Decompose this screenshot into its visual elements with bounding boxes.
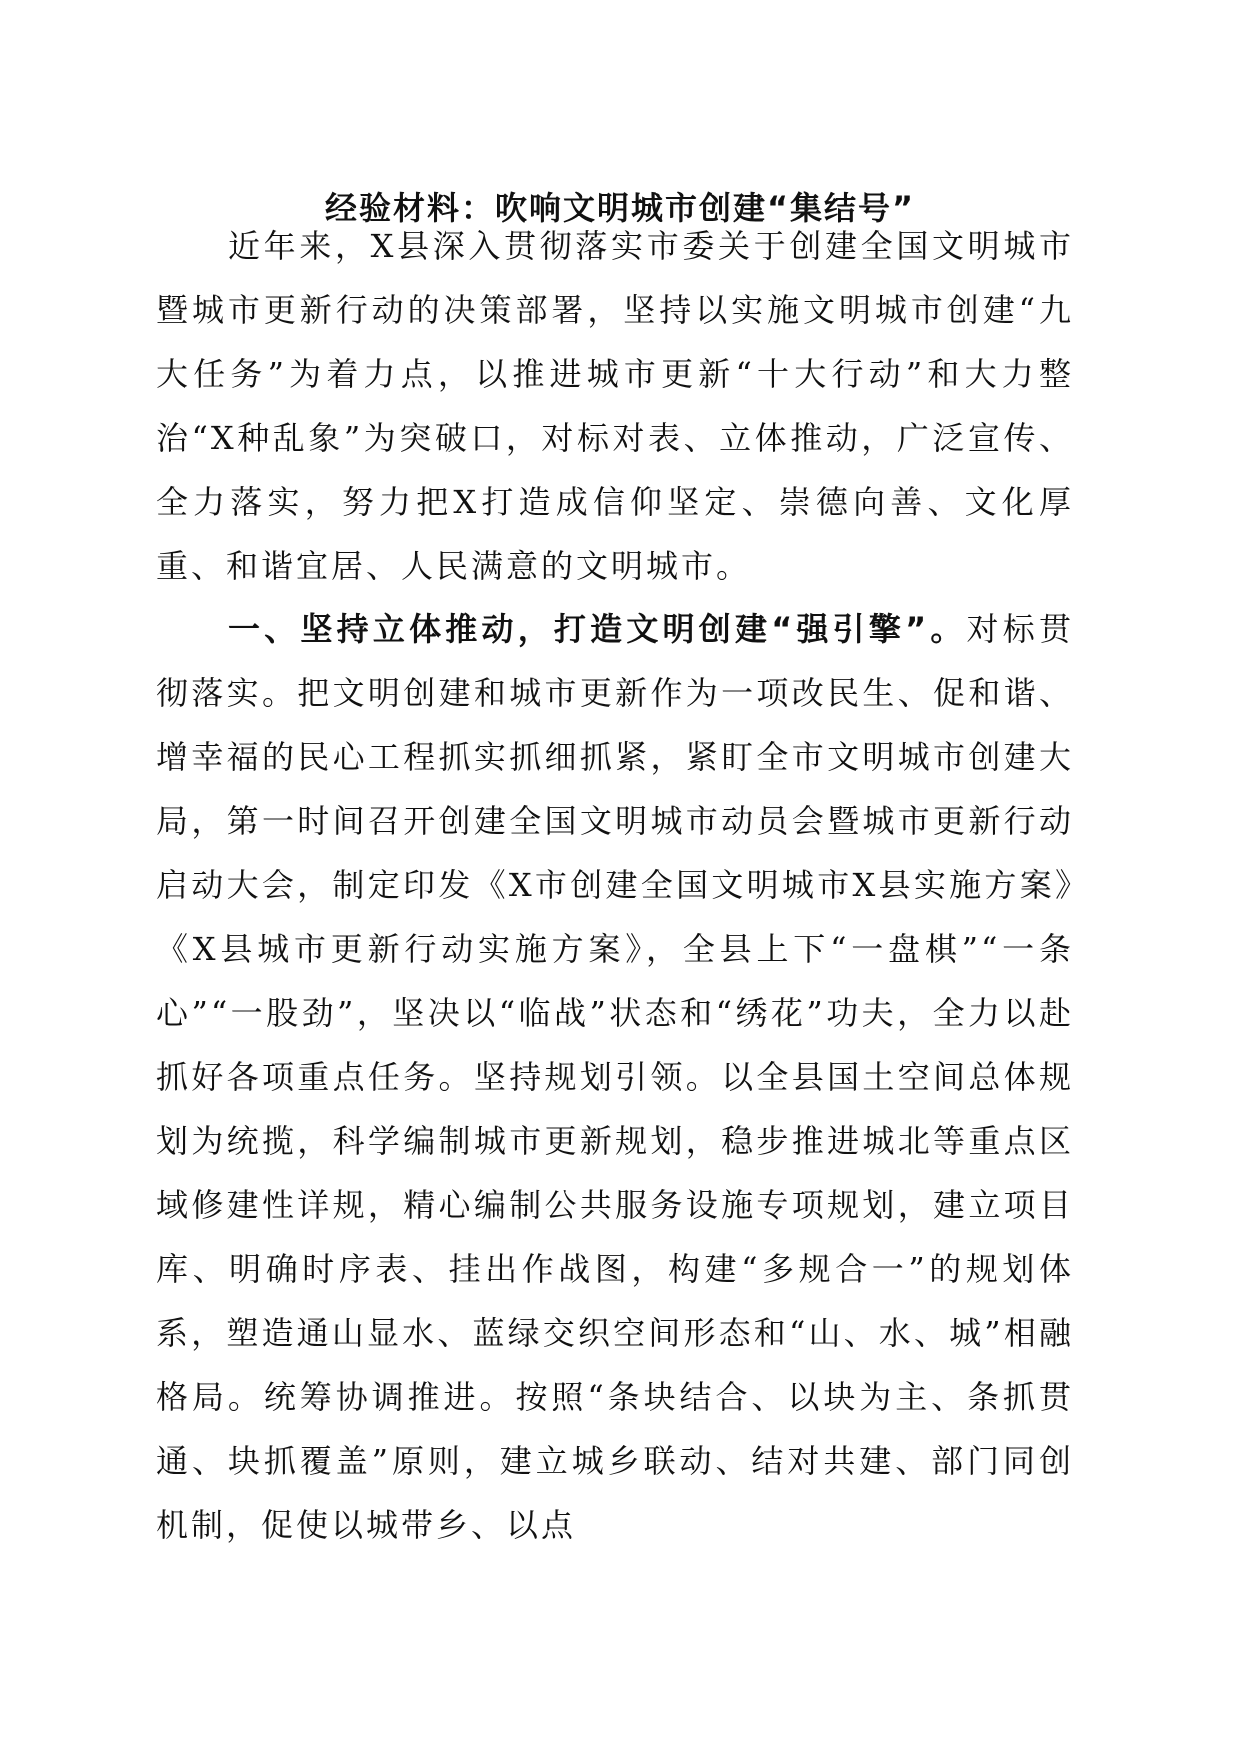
section-1-heading: 一、坚持立体推动，打造文明创建“强引擎”。 xyxy=(228,610,967,648)
intro-paragraph xyxy=(156,214,1074,598)
section-1-body: 对标贯彻落实。把文明创建和城市更新作为一项改民生、促和谐、增幸福的民心工程抓实抓细抓紧，紧盯全市文明城市创建大局，第一时间召开创建全国文明城市动员会暨城市更新行动启动大会，制定印发《X市创建全国文明城市X县实施方案》《X县城市更新行动实施方案》，全县上下“一盘棋”“一条心”“一股劲”，坚决以“临战”状态和“绣花”功夫，全力以赴抓好各项重点任务。坚持规划引领。以全县国土空间总体规划为统揽，科学编制城市更新规划，稳步推进城北等重点区域修建性详规，精心编制公共服务设施专项规划，建立项目库、明确时序表、挂出作战图，构建“多规合一”的规划体系，塑造通山显水、蓝绿交织空间形态和“山、水、城”相融格局。统筹协调推进。按照“条块结合、以块为主、条抓贯通、块抓覆盖”原则，建立城乡联动、结对共建、部门同创机制，促使以城带乡、以点 xyxy=(156,610,1074,1544)
intro-paragraph-text: 近年来，X县深入贯彻落实市委关于创建全国文明城市暨城市更新行动的决策部署，坚持以实施文明城市创建“九大任务”为着力点，以推进城市更新“十大行动”和大力整治“X种乱象”为突破口，对标对表、立体推动，广泛宣传、全力落实，努力把X打造成信仰坚定、崇德向善、文化厚重、和谐宜居、人民满意的文明城市。 xyxy=(156,227,1074,585)
document-title: 经验材料：吹响文明城市创建“集结号” xyxy=(324,189,916,227)
section-1-paragraph xyxy=(156,597,1074,1557)
